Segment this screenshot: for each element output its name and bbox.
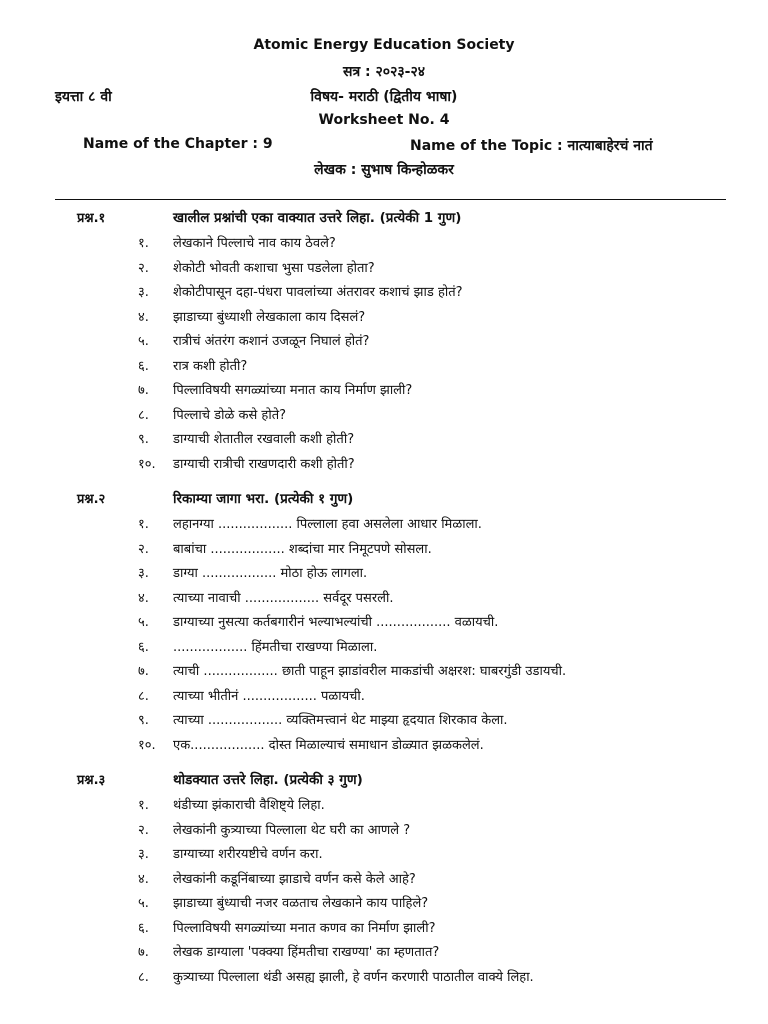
question-number: १०. [138,737,156,753]
question-text: कुत्र्याच्या पिल्लाला थंडी असह्य झाली, हे वर्णन करणारी पाठातील वाक्ये लिहा. [173,969,534,985]
question-text: .................. हिंमतीचा राखण्या मिळाला. [173,639,378,655]
question-text: थंडीच्या झंकाराची वैशिष्ट्ये लिहा. [173,798,325,813]
question-text: डाग्याची शेतातील रखवाली कशी होती? [173,432,355,447]
question-number: २. [138,541,149,557]
question-item [0,353,768,378]
section-title: रिकाम्या जागा भरा. (प्रत्येकी १ गुण) [173,491,354,507]
question-content [0,205,768,988]
question-item [0,255,768,280]
question-number: २. [138,260,149,276]
question-text: बाबांचा .................. शब्दांचा मार निमूटपणे सोसला. [173,541,432,557]
topic-name: Name of the Topic : नात्याबाहेरचं नातं [410,138,653,154]
question-number: ९. [138,432,149,447]
worksheet-number: Worksheet No. 4 [318,112,450,128]
author-name: लेखक : सुभाष किन्होळकर [314,162,454,178]
question-number: ४. [138,871,149,887]
section-number: प्रश्न.१ [77,211,106,226]
question-number: ५. [138,615,149,630]
question-number: ३. [138,566,149,581]
question-number: ६. [138,358,149,374]
question-item [0,707,768,732]
question-text: डाग्याच्या शरीरयष्टीचे वर्णन करा. [173,847,323,862]
question-text: त्याच्या नावाची .................. सर्वदूर पसरली. [173,590,394,606]
question-item [0,402,768,427]
question-text: एक.................. दोस्त मिळाल्याचं समाधान डोळ्यात झळकलेलं. [173,737,484,753]
class-label: इयत्ता ८ वी [55,89,112,105]
question-text: पिल्लाविषयी सगळ्यांच्या मनात कणव का निर्माण झाली? [173,920,436,936]
question-item [0,451,768,476]
question-text: त्याच्या भीतीनं .................. पळायची. [173,688,365,704]
subject-label: विषय- मराठी (द्वितीय भाषा) [310,89,458,105]
question-item [0,964,768,989]
question-number: ६. [138,920,149,936]
question-text: त्याची .................. छाती पाहून झाडांवरील माकडांची अक्षरश: घाबरगुंडी उडायची. [173,664,567,679]
question-number: १. [138,236,149,251]
question-text: रात्र कशी होती? [173,358,248,374]
question-number: ७. [138,383,149,398]
question-number: ३. [138,847,149,862]
section-heading [0,486,768,511]
question-number: ४. [138,309,149,325]
question-item [0,817,768,842]
question-text: झाडाच्या बुंध्याशी लेखकाला काय दिसलं? [173,309,366,325]
question-text: पिल्लाचे डोळे कसे होते? [173,407,287,423]
question-item [0,536,768,561]
question-item [0,658,768,683]
question-number: १०. [138,456,156,472]
question-item [0,939,768,964]
header-divider [55,199,726,200]
question-number: १. [138,798,149,813]
question-number: १. [138,517,149,532]
question-item [0,915,768,940]
question-item [0,841,768,866]
question-number: ९. [138,713,149,728]
question-number: ५. [138,334,149,349]
question-text: लेखक डाग्याला 'पक्क्या हिंमतीचा राखण्या' का म्हणतात? [173,945,440,960]
question-number: ३. [138,285,149,300]
question-section [0,205,768,475]
chapter-name: Name of the Chapter : 9 [83,136,273,152]
question-number: ६. [138,639,149,655]
question-text: डाग्याची रात्रीची राखणदारी कशी होती? [173,456,355,472]
question-text: लेखकांनी कुत्र्याच्या पिल्लाला थेट घरी का आणले ? [173,822,411,838]
question-text: पिल्लाविषयी सगळ्यांच्या मनात काय निर्माण झाली? [173,383,413,398]
worksheet-header [0,0,768,200]
question-text: लहानग्या .................. पिल्लाला हवा असलेला आधार मिळाला. [173,517,482,532]
question-number: ७. [138,664,149,679]
section-title: खालील प्रश्नांची एका वाक्यात उत्तरे लिहा. (प्रत्येकी 1 गुण) [173,210,462,226]
section-heading [0,767,768,792]
question-number: ८. [138,969,149,985]
question-item [0,585,768,610]
question-item [0,230,768,255]
question-text: लेखकांनी कडूनिंबाच्या झाडाचे वर्णन कसे केले आहे? [173,871,416,887]
question-number: ७. [138,945,149,960]
question-number: ५. [138,896,149,911]
question-item [0,732,768,757]
question-section [0,767,768,988]
question-text: शेकोटी भोवती कशाचा भुसा पडलेला होता? [173,260,375,276]
question-item [0,890,768,915]
question-item [0,792,768,817]
question-item [0,279,768,304]
question-number: २. [138,822,149,838]
section-number: प्रश्न.३ [77,773,106,788]
section-spacer [0,756,768,767]
question-item [0,426,768,451]
question-item [0,609,768,634]
question-number: ८. [138,688,149,704]
session-year: सत्र : २०२३-२४ [342,64,426,80]
question-item [0,634,768,659]
question-item [0,304,768,329]
section-spacer [0,475,768,486]
question-text: रात्रीचं अंतरंग कशानं उजळून निघालं होतं? [173,334,370,349]
question-text: डाग्या .................. मोठा होऊ लागला. [173,566,368,581]
question-item [0,866,768,891]
question-item [0,560,768,585]
question-item [0,683,768,708]
section-heading [0,205,768,230]
question-section [0,486,768,756]
organization-name: Atomic Energy Education Society [253,37,515,53]
question-text: शेकोटीपासून दहा-पंधरा पावलांच्या अंतरावर कशाचं झाड होतं? [173,285,463,300]
section-number: प्रश्न.२ [77,492,106,507]
question-item [0,511,768,536]
section-title: थोडक्यात उत्तरे लिहा. (प्रत्येकी ३ गुण) [173,772,363,788]
question-number: ४. [138,590,149,606]
question-text: लेखकाने पिल्लाचे नाव काय ठेवले? [173,236,336,251]
question-text: त्याच्या .................. व्यक्तिमत्त्वानं थेट माझ्या हृदयात शिरकाव केला. [173,713,508,728]
question-text: झाडाच्या बुंध्याची नजर वळताच लेखकाने काय पाहिले? [173,896,429,911]
question-number: ८. [138,407,149,423]
question-item [0,377,768,402]
question-text: डाग्याच्या नुसत्या कर्तबगारीनं भल्याभल्यांची .................. वळायची. [173,615,499,630]
question-item [0,328,768,353]
